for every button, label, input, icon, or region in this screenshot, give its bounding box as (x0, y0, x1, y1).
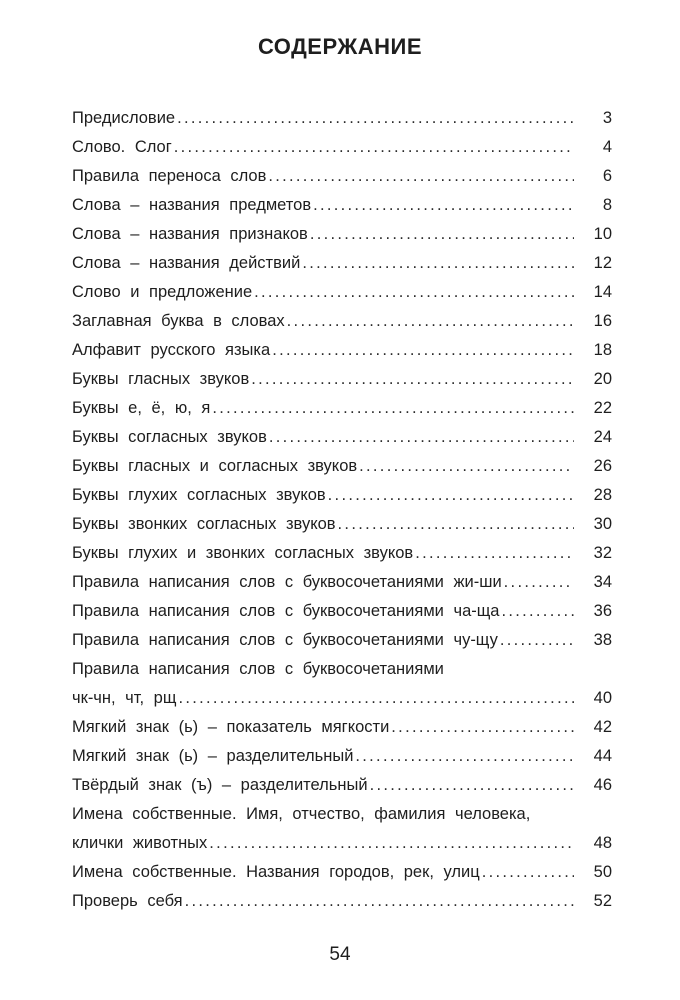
toc-entry-page: 30 (593, 515, 612, 533)
toc-entry-title: Слово и предложение (72, 283, 253, 301)
toc-entry-title: Слова – названия предметов (72, 196, 312, 214)
toc-entry-page: 12 (593, 254, 612, 272)
toc-entry-page: 36 (593, 602, 612, 620)
dot-leader (174, 133, 574, 162)
dot-leader (209, 829, 574, 858)
toc-entry-title: Правила написания слов с буквосочетаниями (72, 660, 444, 678)
toc-entry (72, 597, 612, 626)
toc-entry-first-line (72, 655, 612, 684)
toc-entry (72, 133, 612, 162)
toc-entry-page: 16 (593, 312, 612, 330)
toc-entry-title: Буквы гласных звуков (72, 370, 250, 388)
table-of-contents (72, 104, 612, 916)
toc-entry (72, 365, 612, 394)
toc-entry (72, 191, 612, 220)
toc-entry-page: 28 (593, 486, 612, 504)
dot-leader (178, 684, 574, 713)
toc-entry-page: 44 (593, 747, 612, 765)
dot-leader (212, 394, 574, 423)
dot-leader (287, 307, 574, 336)
dot-leader (269, 423, 574, 452)
dot-leader (272, 336, 574, 365)
toc-entry (72, 684, 612, 713)
toc-entry (72, 713, 612, 742)
toc-entry-title: Буквы глухих и звонких согласных звуков (72, 544, 414, 562)
toc-entry (72, 220, 612, 249)
toc-entry-title: Мягкий знак (ь) – разделительный (72, 747, 354, 765)
page-title: СОДЕРЖАНИЕ (257, 34, 423, 59)
toc-entry (72, 307, 612, 336)
toc-entry (72, 568, 612, 597)
toc-entry-title: Слово. Слог (72, 138, 172, 156)
toc-entry-title: Правила переноса слов (72, 167, 267, 185)
toc-entry-page: 3 (602, 109, 612, 127)
dot-leader (177, 104, 574, 133)
toc-entry-page: 8 (602, 196, 612, 214)
toc-entry-page: 22 (593, 399, 612, 417)
toc-entry-page: 32 (593, 544, 612, 562)
dot-leader (504, 568, 574, 597)
dot-leader (328, 481, 574, 510)
dot-leader (370, 771, 574, 800)
toc-entry (72, 162, 612, 191)
page-number: 54 (329, 944, 351, 965)
toc-entry-title: Буквы звонких согласных звуков (72, 515, 336, 533)
toc-entry-title: чк-чн, чт, рщ (72, 689, 177, 707)
toc-entry (72, 539, 612, 568)
toc-entry-page: 38 (593, 631, 612, 649)
toc-entry (72, 423, 612, 452)
toc-entry-page: 6 (602, 167, 612, 185)
toc-entry-title: Алфавит русского языка (72, 341, 271, 359)
toc-entry (72, 626, 612, 655)
dot-leader (391, 713, 574, 742)
toc-entry-page: 20 (593, 370, 612, 388)
dot-leader (313, 191, 574, 220)
dot-leader (302, 249, 574, 278)
dot-leader (502, 597, 575, 626)
toc-entry-page: 46 (593, 776, 612, 794)
toc-entry (72, 481, 612, 510)
dot-leader (185, 887, 574, 916)
toc-entry-title: Твёрдый знак (ъ) – разделительный (72, 776, 368, 794)
toc-entry-title: Имена собственные. Имя, отчество, фамилия человека, (72, 805, 531, 823)
toc-entry-title: Слова – названия признаков (72, 225, 308, 243)
toc-entry (72, 249, 612, 278)
toc-entry (72, 510, 612, 539)
toc-entry-title: Заглавная буква в словах (72, 312, 285, 330)
toc-entry-title: Предисловие (72, 109, 176, 127)
dot-leader (359, 452, 574, 481)
dot-leader (251, 365, 574, 394)
dot-leader (355, 742, 574, 771)
toc-entry-title: клички животных (72, 834, 208, 852)
toc-entry-title: Слова – названия действий (72, 254, 301, 272)
toc-entry-page: 52 (593, 892, 612, 910)
toc-entry-page: 26 (593, 457, 612, 475)
dot-leader (338, 510, 574, 539)
toc-entry-page: 18 (593, 341, 612, 359)
dot-leader (482, 858, 574, 887)
toc-entry (72, 829, 612, 858)
toc-entry (72, 278, 612, 307)
toc-entry-title: Буквы согласных звуков (72, 428, 267, 446)
toc-entry-page: 40 (593, 689, 612, 707)
toc-entry-page: 10 (593, 225, 612, 243)
toc-entry-first-line (72, 800, 612, 829)
toc-entry-page: 34 (593, 573, 612, 591)
toc-entry-title: Буквы е, ё, ю, я (72, 399, 211, 417)
dot-leader (415, 539, 574, 568)
toc-entry-title: Правила написания слов с буквосочетаниями чу-щу (72, 631, 498, 649)
toc-entry (72, 336, 612, 365)
toc-entry (72, 104, 612, 133)
toc-entry-title: Проверь себя (72, 892, 183, 910)
toc-entry-title: Буквы гласных и согласных звуков (72, 457, 358, 475)
toc-entry (72, 394, 612, 423)
toc-entry (72, 742, 612, 771)
toc-entry (72, 452, 612, 481)
toc-entry-title: Имена собственные. Названия городов, рек, улиц (72, 863, 480, 881)
toc-entry (72, 858, 612, 887)
toc-entry-title: Правила написания слов с буквосочетаниями жи-ши (72, 573, 502, 591)
toc-entry-page: 50 (593, 863, 612, 881)
toc-entry-title: Буквы глухих согласных звуков (72, 486, 326, 504)
dot-leader (254, 278, 574, 307)
toc-entry-page: 42 (593, 718, 612, 736)
dot-leader (268, 162, 574, 191)
toc-entry-page: 4 (602, 138, 612, 156)
toc-entry-title: Мягкий знак (ь) – показатель мягкости (72, 718, 390, 736)
toc-entry (72, 887, 612, 916)
toc-entry (72, 771, 612, 800)
toc-entry-page: 24 (593, 428, 612, 446)
dot-leader (500, 626, 574, 655)
toc-entry-page: 14 (593, 283, 612, 301)
dot-leader (310, 220, 574, 249)
toc-entry-page: 48 (593, 834, 612, 852)
toc-entry-title: Правила написания слов с буквосочетаниями ча-ща (72, 602, 500, 620)
